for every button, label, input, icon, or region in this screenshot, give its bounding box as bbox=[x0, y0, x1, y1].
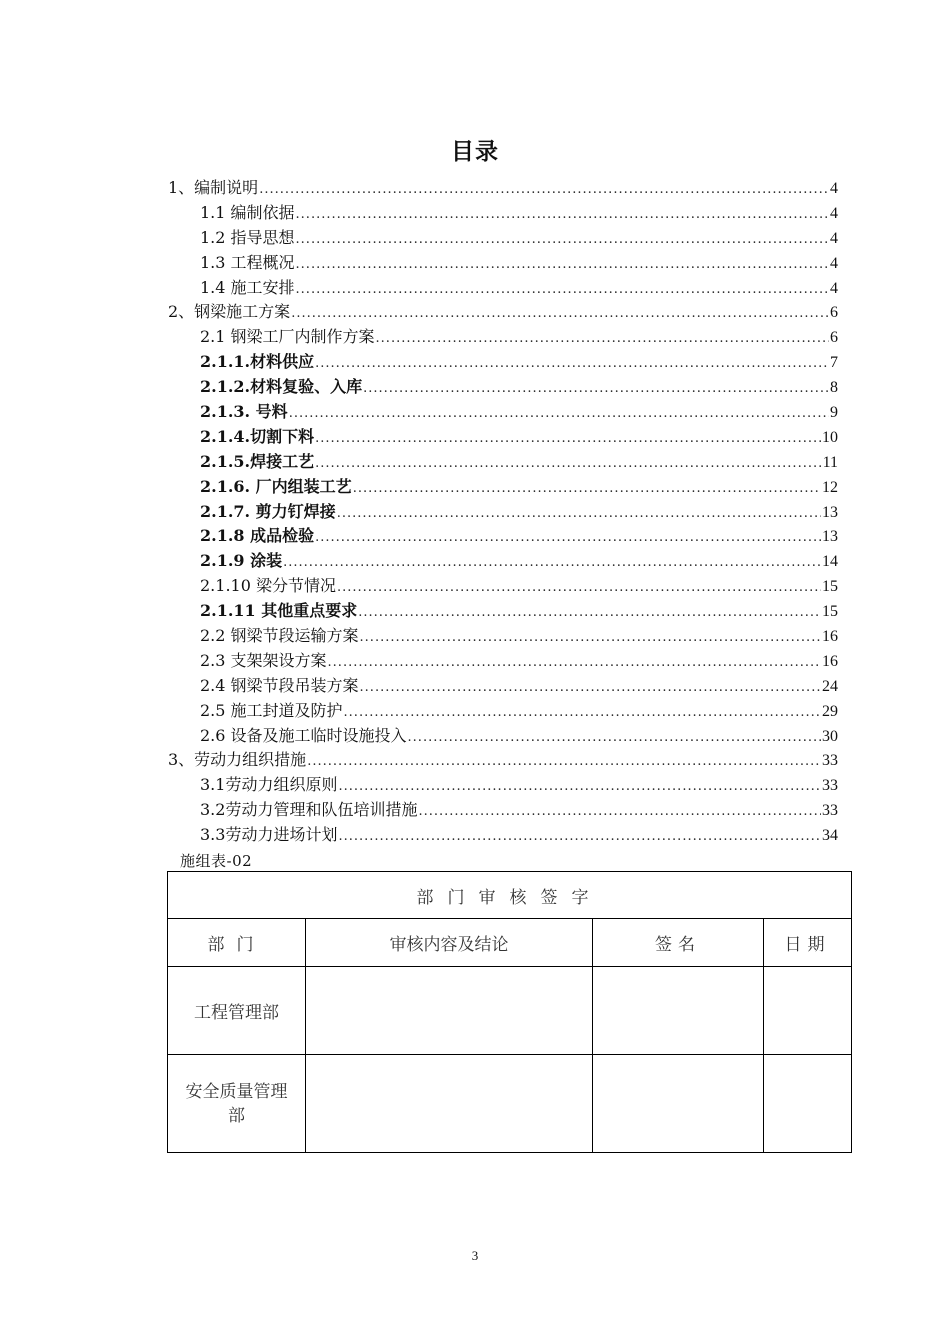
toc-leader-dots bbox=[337, 502, 821, 527]
toc-leader-dots bbox=[418, 800, 821, 825]
toc-entry[interactable] bbox=[168, 500, 838, 525]
toc-entry-page: 12 bbox=[822, 478, 838, 496]
toc-entry[interactable] bbox=[168, 674, 838, 699]
toc-leader-dots bbox=[296, 203, 829, 228]
toc-leader-dots bbox=[344, 701, 821, 726]
department-review-signature-table bbox=[167, 871, 852, 1153]
toc-entry-label: 2.1.2.材料复验、入库 bbox=[200, 377, 363, 397]
toc-leader-dots bbox=[315, 352, 829, 377]
toc-entry-page: 34 bbox=[822, 827, 838, 845]
toc-entry-page: 16 bbox=[822, 652, 838, 670]
signature-cell[interactable] bbox=[593, 967, 764, 1055]
toc-leader-dots bbox=[283, 551, 821, 576]
toc-leader-dots bbox=[360, 676, 821, 701]
toc-entry-page: 15 bbox=[822, 578, 838, 596]
toc-entry-page: 4 bbox=[830, 254, 838, 272]
toc-entry-page: 16 bbox=[822, 628, 838, 646]
toc-entry-label: 2.1.5.焊接工艺 bbox=[200, 451, 315, 471]
toc-leader-dots bbox=[315, 452, 821, 477]
toc-title: 目录 bbox=[451, 139, 499, 165]
toc-entry-page: 33 bbox=[822, 752, 838, 770]
toc-entry-label: 3.2劳动力管理和队伍培训措施 bbox=[200, 800, 418, 820]
toc-entry[interactable] bbox=[168, 325, 838, 350]
review-content-cell[interactable] bbox=[306, 1055, 593, 1153]
form-code-label: 施组表-02 bbox=[180, 852, 253, 870]
toc-entry[interactable] bbox=[168, 300, 838, 325]
review-content-cell[interactable] bbox=[306, 967, 593, 1055]
column-header-review-content: 审核内容及结论 bbox=[306, 919, 593, 967]
date-cell[interactable] bbox=[764, 1055, 852, 1153]
toc-entry-label: 2.1.4.切割下料 bbox=[200, 426, 315, 446]
toc-entry[interactable] bbox=[168, 524, 838, 549]
toc-entry-page: 14 bbox=[822, 553, 838, 571]
toc-entry-page: 13 bbox=[822, 503, 838, 521]
toc-entry-label: 2.4 钢梁节段吊装方案 bbox=[200, 675, 359, 695]
toc-entry-page: 33 bbox=[822, 777, 838, 795]
toc-entry-page: 30 bbox=[822, 727, 838, 745]
toc-entry-label: 1.4 施工安排 bbox=[200, 277, 295, 297]
toc-entry[interactable] bbox=[168, 475, 838, 500]
toc-entry-label: 2.5 施工封道及防护 bbox=[200, 700, 343, 720]
toc-entry-label: 2.1.10 梁分节情况 bbox=[200, 576, 336, 596]
toc-leader-dots bbox=[408, 726, 821, 751]
toc-entry[interactable] bbox=[168, 599, 838, 624]
toc-leader-dots bbox=[338, 775, 821, 800]
toc-entry[interactable] bbox=[168, 624, 838, 649]
toc-entry[interactable] bbox=[168, 226, 838, 251]
date-cell[interactable] bbox=[764, 967, 852, 1055]
table-of-contents bbox=[168, 176, 838, 848]
toc-entry-page: 8 bbox=[830, 379, 838, 397]
toc-entry-label: 2.1.8 成品检验 bbox=[200, 526, 315, 546]
column-header-signature: 签名 bbox=[593, 919, 764, 967]
column-header-department: 部门 bbox=[168, 919, 306, 967]
toc-leader-dots bbox=[360, 626, 821, 651]
toc-entry-page: 11 bbox=[822, 453, 838, 471]
toc-entry-page: 24 bbox=[822, 677, 838, 695]
toc-entry-label: 1.1 编制依据 bbox=[200, 202, 295, 222]
toc-leader-dots bbox=[315, 526, 821, 551]
department-cell: 工程管理部 bbox=[168, 967, 306, 1055]
toc-leader-dots bbox=[259, 178, 829, 203]
toc-leader-dots bbox=[338, 825, 821, 850]
toc-entry[interactable] bbox=[168, 375, 838, 400]
toc-leader-dots bbox=[358, 601, 821, 626]
toc-entry[interactable] bbox=[168, 773, 838, 798]
table-row bbox=[168, 1055, 852, 1153]
toc-entry-page: 10 bbox=[822, 428, 838, 446]
toc-entry-label: 2.1.9 涂装 bbox=[200, 551, 283, 571]
toc-entry-label: 3.1劳动力组织原则 bbox=[200, 775, 338, 795]
toc-entry[interactable] bbox=[168, 798, 838, 823]
toc-entry-label: 2.1 钢梁工厂内制作方案 bbox=[200, 327, 375, 347]
toc-entry[interactable] bbox=[168, 450, 838, 475]
toc-entry[interactable] bbox=[168, 574, 838, 599]
toc-entry[interactable] bbox=[168, 549, 838, 574]
toc-entry[interactable] bbox=[168, 748, 838, 773]
page-number: 3 bbox=[471, 1248, 479, 1263]
signature-table-header: 部门审核签字 bbox=[168, 872, 852, 919]
toc-entry-label: 1、编制说明 bbox=[168, 178, 259, 197]
toc-leader-dots bbox=[289, 402, 829, 427]
toc-entry[interactable] bbox=[168, 276, 838, 301]
toc-entry-label: 2.1.1.材料供应 bbox=[200, 352, 315, 372]
toc-leader-dots bbox=[337, 576, 821, 601]
toc-entry-page: 13 bbox=[822, 528, 838, 546]
toc-entry[interactable] bbox=[168, 823, 838, 848]
toc-entry[interactable] bbox=[168, 176, 838, 201]
toc-entry-label: 2.2 钢梁节段运输方案 bbox=[200, 626, 359, 646]
department-cell: 安全质量管理部 bbox=[168, 1055, 306, 1153]
toc-leader-dots bbox=[296, 228, 829, 253]
toc-entry-label: 2、钢梁施工方案 bbox=[168, 302, 291, 322]
column-header-date: 日期 bbox=[764, 919, 852, 967]
toc-leader-dots bbox=[296, 253, 829, 278]
table-row bbox=[168, 967, 852, 1055]
toc-entry[interactable] bbox=[168, 251, 838, 276]
toc-entry-label: 2.1.6. 厂内组装工艺 bbox=[200, 476, 352, 496]
toc-leader-dots bbox=[307, 750, 821, 775]
toc-entry[interactable] bbox=[168, 724, 838, 749]
toc-entry[interactable] bbox=[168, 649, 838, 674]
toc-leader-dots bbox=[291, 302, 829, 327]
toc-entry[interactable] bbox=[168, 425, 838, 450]
toc-entry-page: 6 bbox=[830, 329, 838, 347]
toc-leader-dots bbox=[315, 427, 821, 452]
toc-entry-page: 33 bbox=[822, 802, 838, 820]
toc-entry[interactable] bbox=[168, 400, 838, 425]
toc-entry-page: 7 bbox=[830, 354, 838, 372]
toc-entry-label: 2.1.11 其他重点要求 bbox=[200, 601, 358, 621]
toc-entry-page: 29 bbox=[822, 702, 838, 720]
toc-leader-dots bbox=[376, 327, 829, 352]
toc-leader-dots bbox=[328, 651, 821, 676]
toc-entry-page: 15 bbox=[822, 603, 838, 621]
toc-leader-dots bbox=[353, 477, 821, 502]
toc-entry-label: 2.3 支架架设方案 bbox=[200, 650, 327, 670]
toc-entry-label: 1.3 工程概况 bbox=[200, 252, 295, 272]
toc-entry-label: 3、劳动力组织措施 bbox=[168, 750, 307, 770]
toc-entry-page: 4 bbox=[830, 204, 838, 222]
toc-entry-page: 6 bbox=[830, 304, 838, 322]
toc-entry-page: 9 bbox=[830, 404, 838, 422]
toc-entry-label: 2.6 设备及施工临时设施投入 bbox=[200, 725, 407, 745]
toc-entry[interactable] bbox=[168, 699, 838, 724]
toc-entry-label: 2.1.3. 号料 bbox=[200, 402, 288, 422]
toc-entry-label: 2.1.7. 剪力钉焊接 bbox=[200, 501, 336, 521]
toc-leader-dots bbox=[363, 377, 829, 402]
toc-entry-page: 4 bbox=[830, 279, 838, 297]
toc-entry[interactable] bbox=[168, 350, 838, 375]
toc-entry-page: 4 bbox=[830, 180, 838, 197]
toc-entry-label: 1.2 指导思想 bbox=[200, 227, 295, 247]
signature-cell[interactable] bbox=[593, 1055, 764, 1153]
toc-entry-page: 4 bbox=[830, 229, 838, 247]
toc-leader-dots bbox=[296, 278, 829, 303]
toc-entry[interactable] bbox=[168, 201, 838, 226]
toc-entry-label: 3.3劳动力进场计划 bbox=[200, 825, 338, 845]
